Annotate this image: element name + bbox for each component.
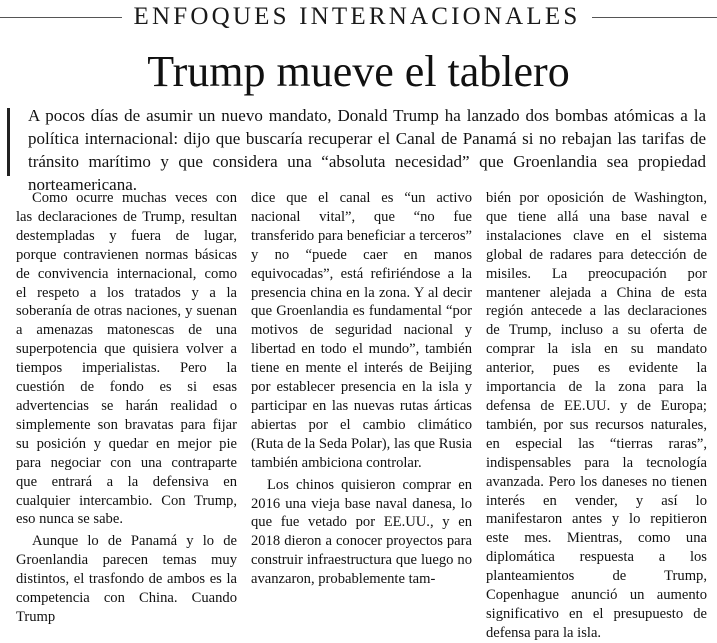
column-2-paragraph-1: dice que el canal es “un activo nacional vital”, que “no fue transferido para beneficiar a terceros” y no “puede caer en manos equivocadas”, está refiriéndose a la presencia china en la zona. Y al decir que Groenlandia es fundamental “por motivos de seguridad nacional y libertad en todo el mundo”, también tiene en mente el interés de Beijing por establecer presencia en la isla y participar en las nuevas rutas árticas abiertas por el cambio climático (Ruta de la Seda Polar), las que Rusia también ambiciona controlar. [251, 190, 472, 471]
lead-accent-bar [7, 108, 10, 176]
headline: Trump mueve el tablero [147, 47, 570, 96]
article-column-1 [16, 189, 237, 627]
section-rule-right [592, 17, 717, 18]
column-1-paragraph-2: Aunque lo de Panamá y lo de Groenlandia parecen temas muy distintos, el trasfondo de ambos es la competencia con China. Cuando Trump [16, 533, 237, 625]
article-column-3 [486, 189, 707, 643]
column-2-paragraph-2: Los chinos quisieron comprar en 2016 una vieja base naval danesa, lo que fue vetado por EE.UU., y en 2018 dieron a conocer proyectos para construir infraestructura que luego no avanzaron, probablemente tam- [251, 476, 472, 588]
section-title: ENFOQUES INTERNACIONALES [133, 3, 581, 30]
section-rule-left [0, 17, 122, 18]
column-3-paragraph-1: bién por oposición de Washington, que tiene allá una base naval e instalaciones clave en el sistema global de radares para detección de misiles. La preocupación por mantener alejada a China de esta región antecede a las declaraciones de Trump, incluso a su oferta de comprar la isla en su mandato anterior, pues es evidente la importancia de la zona para la defensa de EE.UU. y de Europa; también, por sus recursos naturales, en especial las “tierras raras”, indispensables para la tecnología avanzada. Pero los daneses no tienen interés en vender, y así lo manifestaron antes y lo repitieron este mes. Mientras, como una diplomática respuesta a los planteamientos de Trump, Copenhague anunció un aumento significativo en el presupuesto de defensa para la isla. [486, 190, 707, 641]
lead-text: A pocos días de asumir un nuevo mandato, Donald Trump ha lanzado dos bombas atómicas a la política internacional: dijo que buscaría recuperar el Canal de Panamá si no rebajan las tarifas de tránsito marítimo y que considera una “absoluta necesidad” que Groenlandia sea propiedad norteamericana. [28, 106, 706, 194]
article-column-2 [251, 189, 472, 589]
column-1-paragraph-1: Como ocurre muchas veces con las declaraciones de Trump, resultan destempladas y fuera de lugar, porque contravienen normas básicas de convivencia internacional, como el respeto a los tratados y a la soberanía de otras naciones, y suenan a amenazas matonescas de una superpotencia que quisiera volver a tiempos imperialistas. Pero la cuestión de fondo es si esas advertencias se harán realidad o simplemente son bravatas para fijar su posición y quedar en mejor pie para negociar con una contraparte que entrará a la defensiva en cualquier intercambio. Con Trump, eso nunca se sabe. [16, 190, 237, 528]
section-header [0, 0, 717, 40]
lead-paragraph [28, 104, 706, 196]
